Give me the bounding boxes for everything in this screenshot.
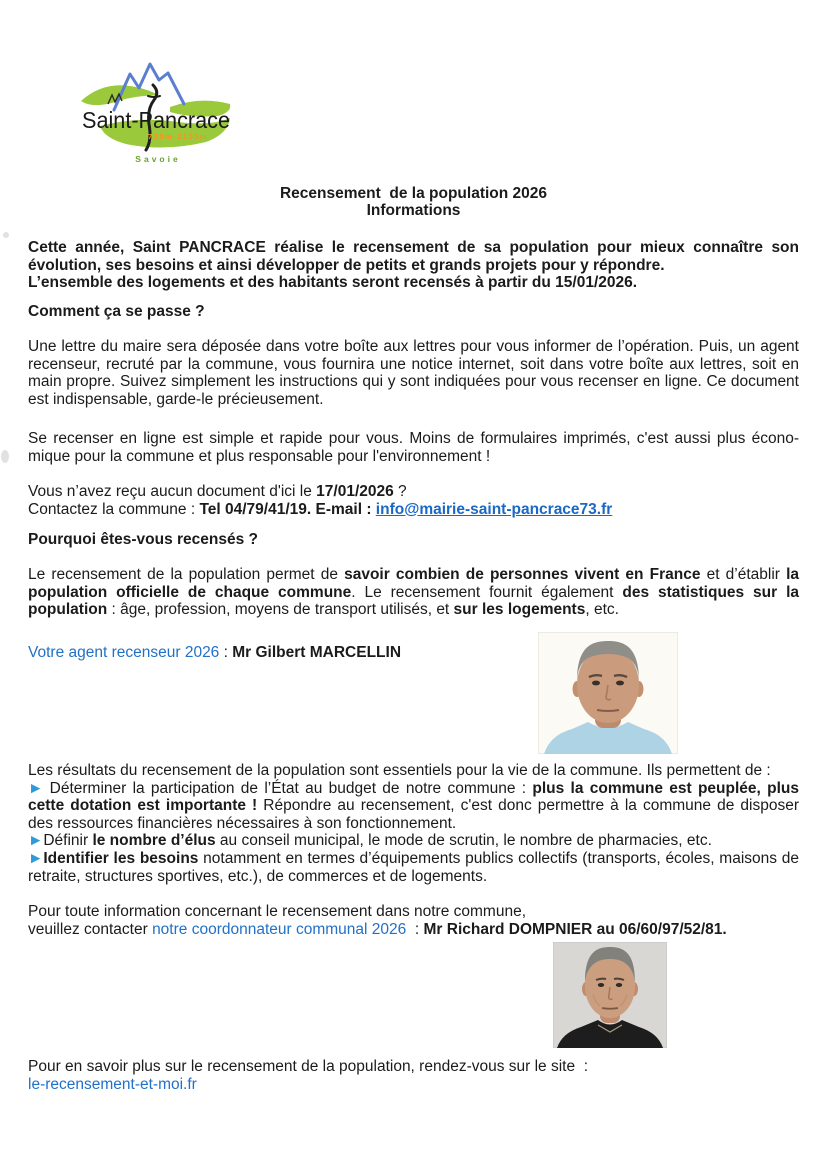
commune-logo-graphic [78, 52, 234, 166]
why-paragraph [28, 566, 799, 619]
coordinator-name-phone: Mr Richard DOMPNIER au 06/60/97/52/81. [423, 920, 727, 938]
agent-eye [592, 681, 600, 686]
logo-region-text: Savoie [135, 154, 181, 164]
contact-deadline-date: 17/01/2026 [316, 483, 394, 500]
why-run-bold: savoir combien de personnes vivent en France [344, 566, 701, 583]
contact-label: Contactez la commune : [28, 500, 200, 518]
dancer-icon-arm [148, 96, 160, 97]
why-run: , etc. [585, 601, 619, 619]
coordinator-separator: : [406, 920, 424, 938]
results-bullet-2 [28, 832, 799, 850]
coordinator-line1: Pour toute information concernant le recensement dans notre commune, [28, 903, 526, 920]
bullet-text: Définir [43, 832, 93, 850]
footer-block [28, 1058, 799, 1093]
logo-name-text: Saint-Pancrace [82, 107, 230, 133]
bullet-text: au conseil municipal, le mode de scrutin, le nombre de pharmacies, etc. [215, 832, 712, 850]
agent-line [28, 644, 799, 662]
bullet-text-bold: le nombre d’élus [92, 832, 216, 850]
why-run: Le recensement de la population permet de [28, 566, 345, 583]
bullet-text: notamment en termes d’équipements publics collectifs (transports, écoles, maisons de retraite, structures sportives, etc.), de commerces et de logements. [28, 849, 800, 885]
bullet-arrow-icon: ► [28, 849, 44, 867]
bullet-text: Répondre au recensement, c'est donc permettre à la commune de disposer des ressources financières nécessaires à son fonctionnement. [28, 797, 799, 832]
why-run: . Le recensement fournit également [351, 583, 623, 601]
how-paragraph-1: Une lettre du maire sera déposée dans votre boîte aux lettres pour vous informer de l’opération. Puis, un agent recenseur, recruté par la commune, vous fournira une notice internet, soit dans votre boîte aux lettres, soit en main propre. Suivez simplement les instructions qui y sont indiquées pour vous recenser en ligne. Ce document est indispensable, garde-le précieusement. [28, 338, 799, 408]
agent-separator: : [219, 644, 233, 661]
intro-text: Cette année, Saint PANCRACE réalise le recensement de sa population pour mieux connaître son évolution, ses besoins et ainsi développer de petits et grands projets pour y répondre. [28, 239, 799, 274]
coordinator-eye [598, 983, 604, 987]
agent-mouth [597, 710, 619, 711]
coordinator-photo [553, 942, 667, 1048]
results-lead: Les résultats du recensement de la population sont essentiels pour la vie de la commune. Ils permettent de : [28, 762, 771, 779]
bullet-text: Déterminer la participation de l’État au budget de notre commune : [43, 779, 533, 797]
why-run-bold: sur les logements [453, 601, 586, 619]
agent-name: Mr Gilbert MARCELLIN [232, 644, 402, 661]
intro-census-date: L’ensemble des logements et des habitants seront recensés à partir du 15/01/2026. [28, 274, 638, 292]
logo-elevation-text: 720m-2150m [148, 132, 209, 141]
commune-logo [78, 52, 234, 166]
coordinator-line2 [28, 921, 799, 939]
results-bullet-1 [28, 780, 799, 833]
agent-label: Votre agent recenseur 2026 [28, 644, 220, 661]
section-heading-why: Pourquoi êtes-vous recensés ? [28, 531, 258, 548]
contact-question-mark: ? [393, 483, 407, 500]
section-heading-how: Comment ça se passe ? [28, 303, 205, 320]
why-run: : âge, profession, moyens de transport utilisés, et [107, 601, 454, 619]
why-run-bold: des statistiques sur la population [28, 583, 800, 619]
scan-speck [3, 232, 9, 238]
contact-question: Vous n’avez reçu aucun document d'ici le [28, 483, 317, 500]
mountain-icon [114, 64, 184, 110]
agent-eye [616, 681, 624, 686]
contact-email-link[interactable]: info@mairie-saint-pancrace73.fr [375, 500, 613, 518]
coordinator-label: notre coordonnateur communal 2026 [152, 920, 407, 938]
contact-block [28, 483, 799, 518]
results-bullet-3 [28, 850, 799, 885]
coordinator-eye [616, 983, 622, 987]
bullet-text-bold: plus la commune est peuplée, plus cette dotation est importante ! [28, 779, 799, 815]
page-title-line2: Informations [366, 201, 461, 219]
coordinator-mouth [602, 1008, 618, 1009]
coordinator-block [28, 903, 799, 938]
page-title [28, 186, 799, 219]
coordinator-portrait [553, 942, 667, 1048]
how-paragraph-2: Se recenser en ligne est simple et rapide pour vous. Moins de formulaires imprimés, c'est aussi plus économique pour la commune et plus responsable pour l'environnement ! [28, 430, 799, 465]
bullet-arrow-icon: ► [28, 779, 44, 797]
contact-phone: Tel 04/79/41/19. E-mail : [199, 500, 376, 518]
why-run: et d’établir [700, 566, 787, 583]
intro-paragraph [28, 239, 799, 292]
page-title-line1: Recensement de la population 2026 [279, 185, 548, 202]
coordinator-run: veuillez contacter [28, 920, 153, 938]
scan-speck [1, 450, 9, 463]
why-run-bold: la population officielle de chaque commune [28, 566, 799, 601]
footer-website-link[interactable]: le-recensement-et-moi.fr [28, 1075, 197, 1093]
bullet-arrow-icon: ► [28, 832, 44, 850]
results-block [28, 762, 799, 885]
bullet-text-bold: Identifier les besoins [43, 849, 199, 867]
agent-photo [538, 632, 678, 754]
footer-info-text: Pour en savoir plus sur le recensement de la population, rendez-vous sur le site : [28, 1058, 589, 1075]
agent-portrait [538, 632, 678, 754]
